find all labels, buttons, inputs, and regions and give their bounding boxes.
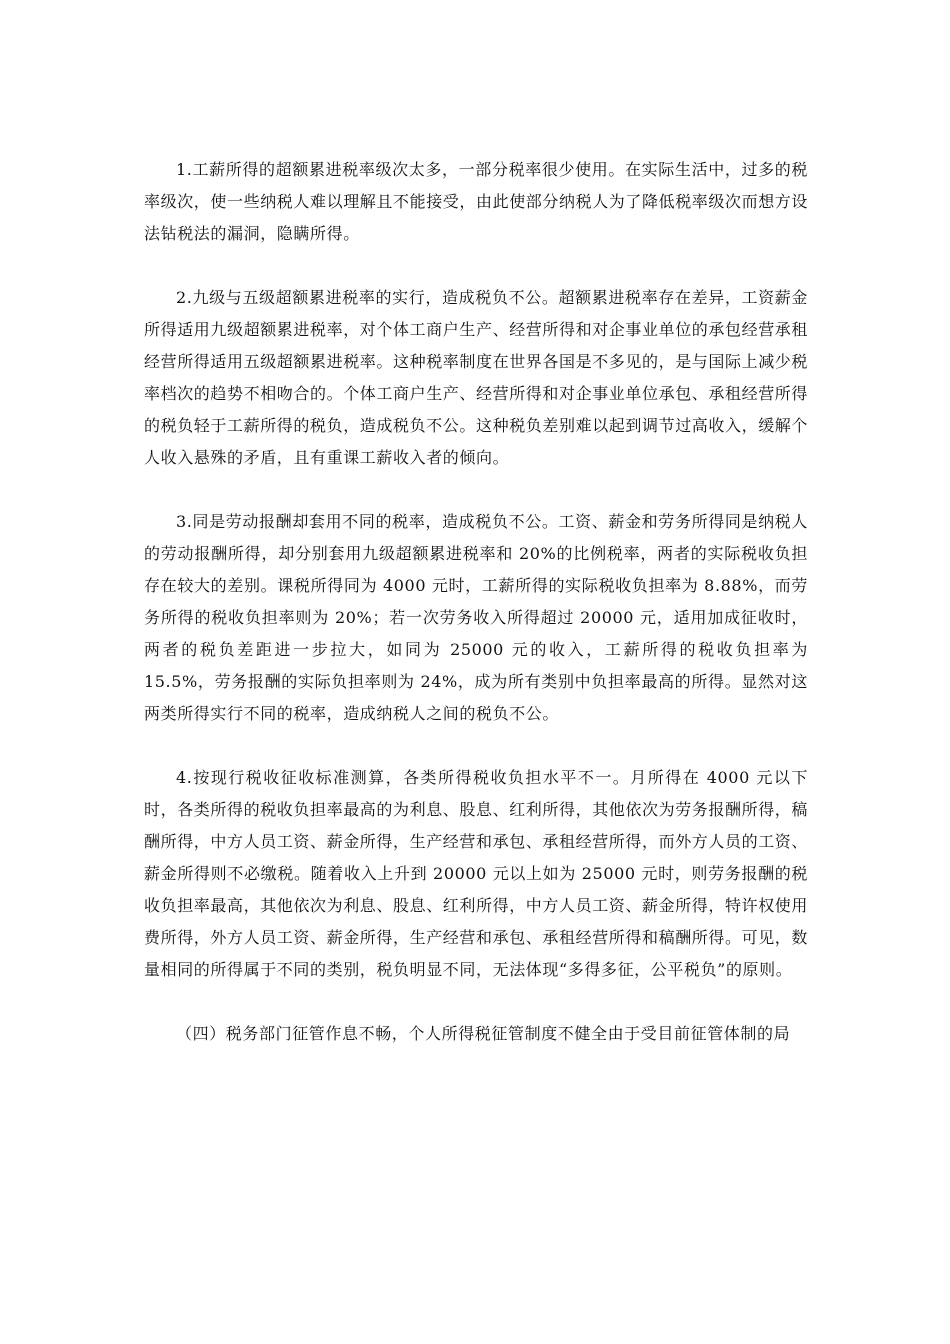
paragraph-3: 3.同是劳动报酬却套用不同的税率，造成税负不公。工资、薪金和劳务所得同是纳税人的劳动报酬所得，却分别套用九级超额累进税率和 20%的比例税率，两者的实际税收负担存在较大的差别。课税所得同为 4000 元时，工薪所得的实际税收负担率为 8.88%，而劳务所得的税收负担率则为 20%；若一次劳务收入所得超过 20000 元，适用加成征收时，两者的税负差距进一步拉大，如同为 25000 元的收入，工薪所得的税收负担率为 15.5%，劳务报酬的实际负担率则为 24%，成为所有类别中负担率最高的所得。显然对这两类所得实行不同的税率，造成纳税人之间的税负不公。 bbox=[144, 512, 808, 723]
paragraph-2: 2.九级与五级超额累进税率的实行，造成税负不公。超额累进税率存在差异，工资薪金所得适用九级超额累进税率，对个体工商户生产、经营所得和对企事业单位的承包经营承租经营所得适用五级超额累进税率。这种税率制度在世界各国是不多见的，是与国际上减少税率档次的趋势不相吻合的。个体工商户生产、经营所得和对企事业单位承包、承租经营所得的税负轻于工薪所得的税负，造成税负不公。这种税负差别难以起到调节过高收入，缓解个人收入悬殊的矛盾，且有重课工薪收入者的倾向。 bbox=[144, 288, 809, 467]
document-body bbox=[144, 154, 808, 1082]
paragraph-4: 4.按现行税收征收标准测算，各类所得税收负担水平不一。月所得在 4000 元以下时，各类所得的税收负担率最高的为利息、股息、红利所得，其他依次为劳务报酬所得，稿酬所得，中方人员工资、薪金所得，生产经营和承包、承租经营所得，而外方人员的工资、薪金所得则不必缴税。随着收入上升到 20000 元以上如为 25000 元时，则劳务报酬的税收负担率最高，其他依次为利息、股息、红利所得，中方人员工资、薪金所得，特许权使用费所得，外方人员工资、薪金所得，生产经营和承包、承租经营所得和稿酬所得。可见，数量相同的所得属于不同的类别，税负明显不同，无法体现“多得多征，公平税负”的原则。 bbox=[144, 768, 809, 979]
paragraph-1: 1.工薪所得的超额累进税率级次太多，一部分税率很少使用。在实际生活中，过多的税率级次，使一些纳税人难以理解且不能接受，由此使部分纳税人为了降低税率级次而想方设法钻税法的漏洞，隐瞒所得。 bbox=[144, 160, 809, 243]
paragraph-5: （四）税务部门征管作息不畅，个人所得税征管制度不健全由于受目前征管体制的局 bbox=[176, 1024, 791, 1043]
